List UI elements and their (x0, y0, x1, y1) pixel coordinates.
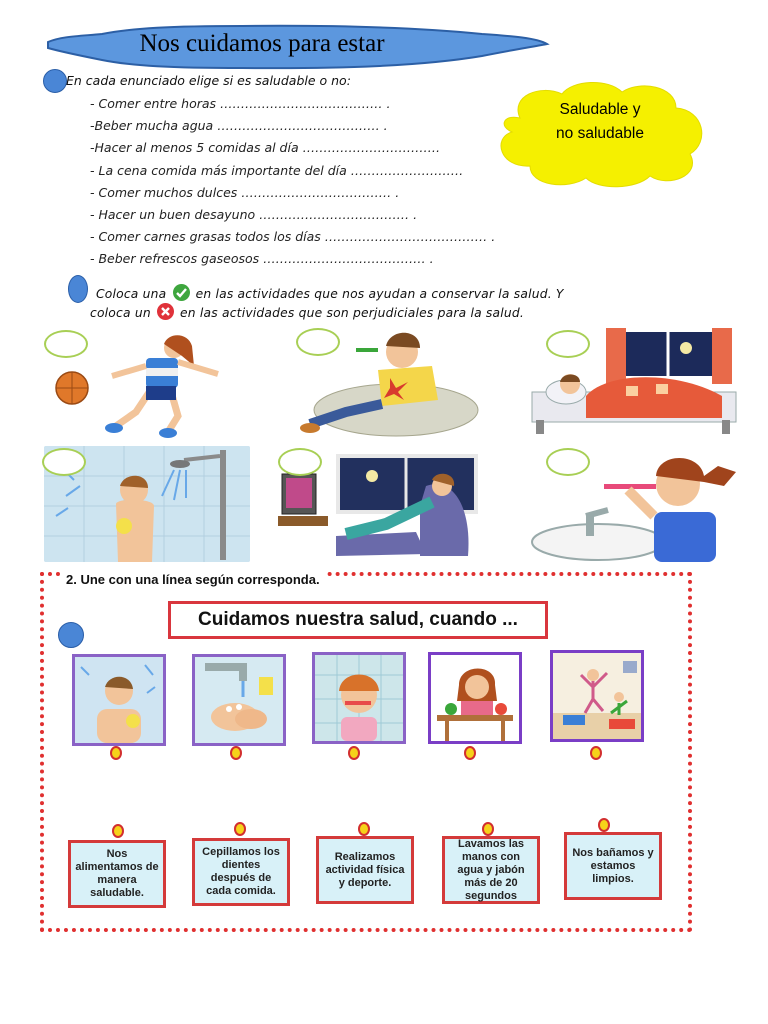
cloud-text-line2: no saludable (556, 125, 644, 142)
instruction-text: en las actividades que nos ayudan a conservar la salud. Y (195, 287, 564, 301)
answer-oval[interactable] (546, 330, 590, 358)
sentence-item: -Beber mucha agua ………………………………… . (90, 118, 388, 133)
connect-dot-bottom[interactable] (234, 822, 246, 836)
label-box-eat-healthy (68, 840, 166, 908)
bullet-circle (68, 275, 88, 303)
label-box-wash-hands (442, 836, 540, 904)
cloud-callout (490, 78, 708, 188)
label-text: Cepillamos los dientes después de cada comida. (202, 846, 280, 897)
frame-teeth (312, 652, 406, 744)
connect-dot-bottom[interactable] (358, 822, 370, 836)
instruction-1: En cada enunciado elige si es saludable o no: (66, 73, 351, 88)
connect-dot-top[interactable] (590, 746, 602, 760)
frame-eating (428, 652, 522, 744)
bullet-circle (58, 622, 84, 648)
sentence-item: - Beber refrescos gaseosos ………………………………… . (90, 251, 434, 266)
label-text: Nos alimentamos de manera saludable. (75, 848, 159, 899)
instruction-text: Coloca una (96, 287, 167, 301)
label-box-exercise (316, 836, 414, 904)
connect-dot-top[interactable] (110, 746, 122, 760)
label-box-brush-teeth (192, 838, 290, 906)
check-icon (173, 284, 190, 301)
answer-oval[interactable] (42, 448, 86, 476)
frame-exercise (550, 650, 644, 742)
label-text: Nos bañamos y estamos limpios. (572, 846, 654, 885)
answer-oval[interactable] (44, 330, 88, 358)
section-banner: Cuidamos nuestra salud, cuando ... (168, 601, 548, 639)
title-banner (42, 22, 550, 72)
sentence-item: - Comer muchos dulces ……………………………… . (90, 185, 400, 200)
instruction-text: coloca un (90, 306, 151, 320)
connect-dot-top[interactable] (348, 746, 360, 760)
label-box-bathe (564, 832, 662, 900)
instruction-2-line2 (90, 303, 524, 320)
bullet-circle (43, 69, 67, 93)
answer-oval[interactable] (296, 328, 340, 356)
frame-bathing (72, 654, 166, 746)
connect-dot-top[interactable] (464, 746, 476, 760)
answer-oval[interactable] (546, 448, 590, 476)
label-text: Lavamos las manos con agua y jabón más de 20 segundos (457, 837, 525, 902)
sentence-item: -Hacer al menos 5 comidas al día …………………………… (90, 140, 441, 155)
connect-dot-bottom[interactable] (112, 824, 124, 838)
sentence-item: - Comer carnes grasas todos los días ………………………………… . (90, 229, 496, 244)
section-heading: 2. Une con una línea según corresponda. (62, 572, 324, 587)
sentence-item: - Hacer un buen desayuno ……………………………… . (90, 207, 418, 222)
cross-icon (157, 303, 174, 320)
frame-handwashing (192, 654, 286, 746)
answer-oval[interactable] (278, 448, 322, 476)
connect-dot-bottom[interactable] (598, 818, 610, 832)
instruction-2-line1 (96, 284, 564, 301)
page-title: Nos cuidamos para estar (139, 30, 385, 57)
connect-dot-bottom[interactable] (482, 822, 494, 836)
sentence-item: - Comer entre horas ………………………………… . (90, 96, 391, 111)
cloud-text-line1: Saludable y (559, 101, 641, 118)
instruction-text: en las actividades que son perjudiciales para la salud. (180, 306, 524, 320)
connect-dot-top[interactable] (230, 746, 242, 760)
label-text: Realizamos actividad física y deporte. (325, 850, 405, 889)
sentence-item: - La cena comida más importante del día ……………………… (90, 163, 464, 178)
